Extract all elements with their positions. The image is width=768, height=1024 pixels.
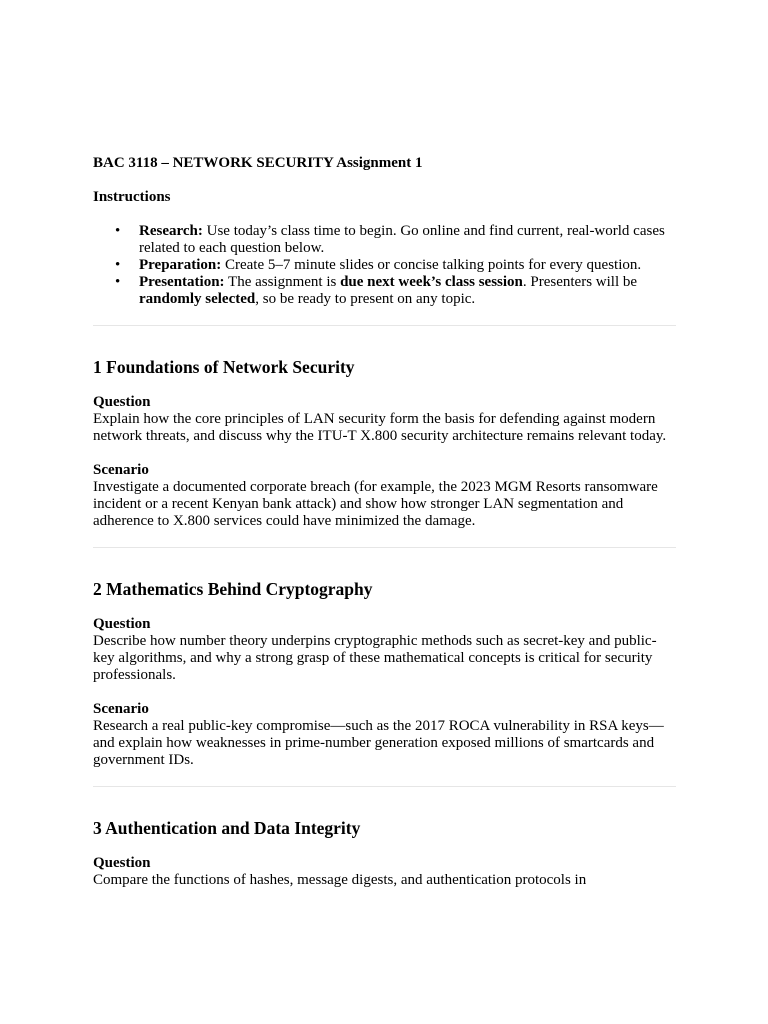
bullet-icon: • [115,223,121,239]
instruction-presentation-text-e: , so be ready to present on any topic. [255,291,476,307]
instruction-presentation-text-a: The assignment is [224,274,341,290]
scenario-label: Scenario [93,462,149,478]
question-label: Question [93,616,151,632]
instruction-item-presentation [115,274,676,308]
instruction-presentation-due: due next week’s class session [340,274,523,290]
instruction-research-label: Research: [139,223,203,239]
instruction-presentation-text-c: . Presenters will be [522,274,638,290]
instructions-list [93,223,676,308]
question-text: Explain how the core principles of LAN security form the basis for defending against modern network threats, and discuss why the ITU-T X.800 security architecture remains relevant today. [93,411,667,444]
question-text: Describe how number theory underpins cryptographic methods such as secret-key and public-key algorithms, and why a strong grasp of these mathematical concepts is critical for security professionals. [93,633,657,683]
question-label: Question [93,394,151,410]
question-label: Question [93,855,151,871]
section-divider [93,325,676,326]
scenario-text: Investigate a documented corporate breach (for example, the 2023 MGM Resorts ransomware incident or a recent Kenyan bank attack) and show how stronger LAN segmentation and adherence to X.800 services could have minimized the damage. [93,479,658,529]
instruction-preparation-label: Preparation: [139,257,222,273]
instruction-item-research [115,223,676,257]
instruction-preparation-text: Create 5–7 minute slides or concise talking points for every question. [221,257,642,273]
question-block-1 [93,394,676,445]
instruction-presentation-label: Presentation: [139,274,225,290]
instruction-research-text: Use today’s class time to begin. Go online and find current, real-world cases related to each question below. [139,223,665,256]
instructions-label: Instructions [93,189,171,205]
instruction-presentation-random: randomly selected [139,291,256,307]
bullet-icon: • [115,257,121,273]
scenario-block-2 [93,701,676,769]
section-heading-1: 1 Foundations of Network Security [93,357,355,377]
document-page [93,155,676,889]
section-heading-3: 3 Authentication and Data Integrity [93,818,361,838]
question-block-3 [93,855,676,889]
scenario-block-1 [93,462,676,530]
instruction-item-preparation [115,257,676,274]
bullet-icon: • [115,274,121,290]
scenario-text: Research a real public-key compromise—such as the 2017 ROCA vulnerability in RSA keys—and explain how weaknesses in prime-number generation exposed millions of smartcards and government IDs. [93,718,664,768]
section-divider [93,547,676,548]
document-title: BAC 3118 – NETWORK SECURITY Assignment 1 [93,155,423,171]
section-heading-2: 2 Mathematics Behind Cryptography [93,579,373,599]
scenario-label: Scenario [93,701,149,717]
question-block-2 [93,616,676,684]
question-text: Compare the functions of hashes, message digests, and authentication protocols in [93,872,587,888]
section-divider [93,786,676,787]
